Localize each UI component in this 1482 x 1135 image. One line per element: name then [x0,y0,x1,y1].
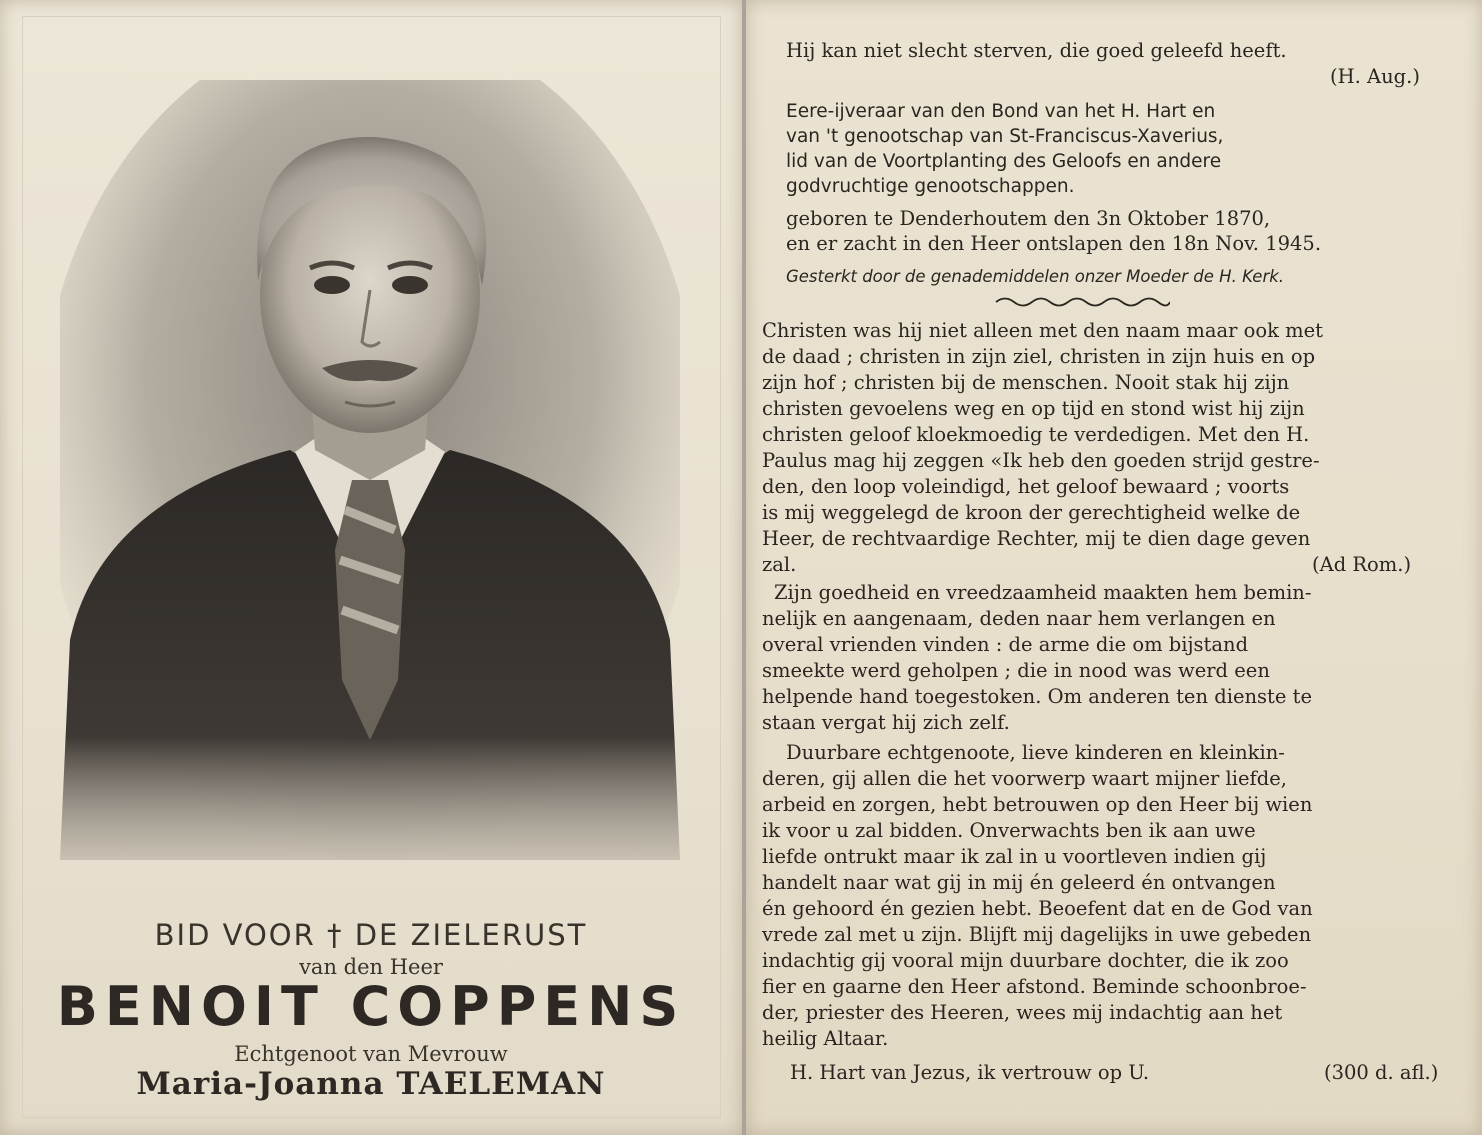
portrait-photo [60,80,680,860]
body-line: indachtig gij vooral mijn duurbare dochter, die ik zoo [762,949,1289,972]
body-line: heilig Altaar. [762,1027,889,1050]
body-line: christen geloof kloekmoedig te verdedigen. Met den H. [762,423,1310,446]
body-line: helpende hand toegestoken. Om anderen ten dienste te [762,685,1313,708]
sacraments-line: Gesterkt door de genademiddelen onzer Moeder de H. Kerk. [786,267,1285,286]
body-line: én gehoord én gezien hebt. Beoefent dat en de God van [762,897,1313,920]
body-line: vrede zal met u zijn. Blijft mij dagelijks in uwe gebeden [762,923,1312,946]
death-line: en er zacht in den Heer ontslapen den 18n Nov. 1945. [786,232,1322,255]
body-line: Zijn goedheid en vreedzaamheid maakten hem bemin- [774,581,1312,604]
membership-line: lid van de Voortplanting des Geloofs en andere [786,151,1222,172]
membership-line: van 't genootschap van St-Franciscus-Xaverius, [786,126,1224,147]
quote-source: (H. Aug.) [1330,65,1420,88]
body-line: is mij weggelegd de kroon der gerechtigheid welke de [762,501,1301,524]
spouse-intro: Echtgenoot van Mevrouw [234,1042,508,1066]
body-line: Duurbare echtgenoote, lieve kinderen en kleinkin- [786,741,1285,764]
body-line: smeekte werd geholpen ; die in nood was werd een [762,659,1270,682]
body-line: liefde ontrukt maar ik zal in u voortleven indien gij [762,845,1267,868]
honorific: van den Heer [299,955,443,979]
membership-line: godvruchtige genootschappen. [786,176,1075,197]
opening-quote: Hij kan niet slecht sterven, die goed geleefd heeft. [786,39,1287,62]
indulgence-note: (300 d. afl.) [1324,1061,1439,1084]
body-line: overal vrienden vinden : de arme die om bijstand [762,633,1249,656]
body-line: Christen was hij niet alleen met den naam maar ook met [762,319,1324,342]
body-line: staan vergat hij zich zelf. [762,711,1010,734]
deceased-name: BENOIT COPPENS [56,975,686,1038]
body-line: nelijk en aangenaam, deden naar hem verlangen en [762,607,1276,630]
body-line: Paulus mag hij zeggen «Ik heb den goeden strijd gestre- [762,449,1320,472]
spouse-name: Maria-Joanna TAELEMAN [136,1066,606,1102]
memorial-card-back [746,0,1482,1135]
body-line: arbeid en zorgen, hebt betrouwen op den Heer bij wien [762,793,1313,816]
wave-divider [994,295,1170,309]
prayer-heading: BID VOOR † DE ZIELERUST [154,918,588,952]
body-line: fier en gaarne den Heer afstond. Beminde schoonbroe- [762,975,1307,998]
body-line: den, den loop voleindigd, het geloof bewaard ; voorts [762,475,1290,498]
closing-prayer: H. Hart van Jezus, ik vertrouw op U. [790,1061,1150,1084]
body-line: de daad ; christen in zijn ziel, christen in zijn huis en op [762,345,1316,368]
body-line: Heer, de rechtvaardige Rechter, mij te dien dage geven [762,527,1311,550]
body-line: ik voor u zal bidden. Onverwachts ben ik aan uwe [762,819,1256,842]
body-line: christen gevoelens weg en op tijd en stond wist hij zijn [762,397,1305,420]
membership-line: Eere-ijveraar van den Bond van het H. Hart en [786,101,1216,122]
body-line: deren, gij allen die het voorwerp waart mijner liefde, [762,767,1287,790]
body-line: zal. [762,553,797,576]
body-line: der, priester des Heeren, wees mij indachtig aan het [762,1001,1283,1024]
scripture-source: (Ad Rom.) [1312,553,1412,576]
body-line: zijn hof ; christen bij de menschen. Nooit stak hij zijn [762,371,1290,394]
birth-line: geboren te Denderhoutem den 3n Oktober 1870, [786,207,1271,230]
body-line: handelt naar wat gij in mij én geleerd én ontvangen [762,871,1276,894]
